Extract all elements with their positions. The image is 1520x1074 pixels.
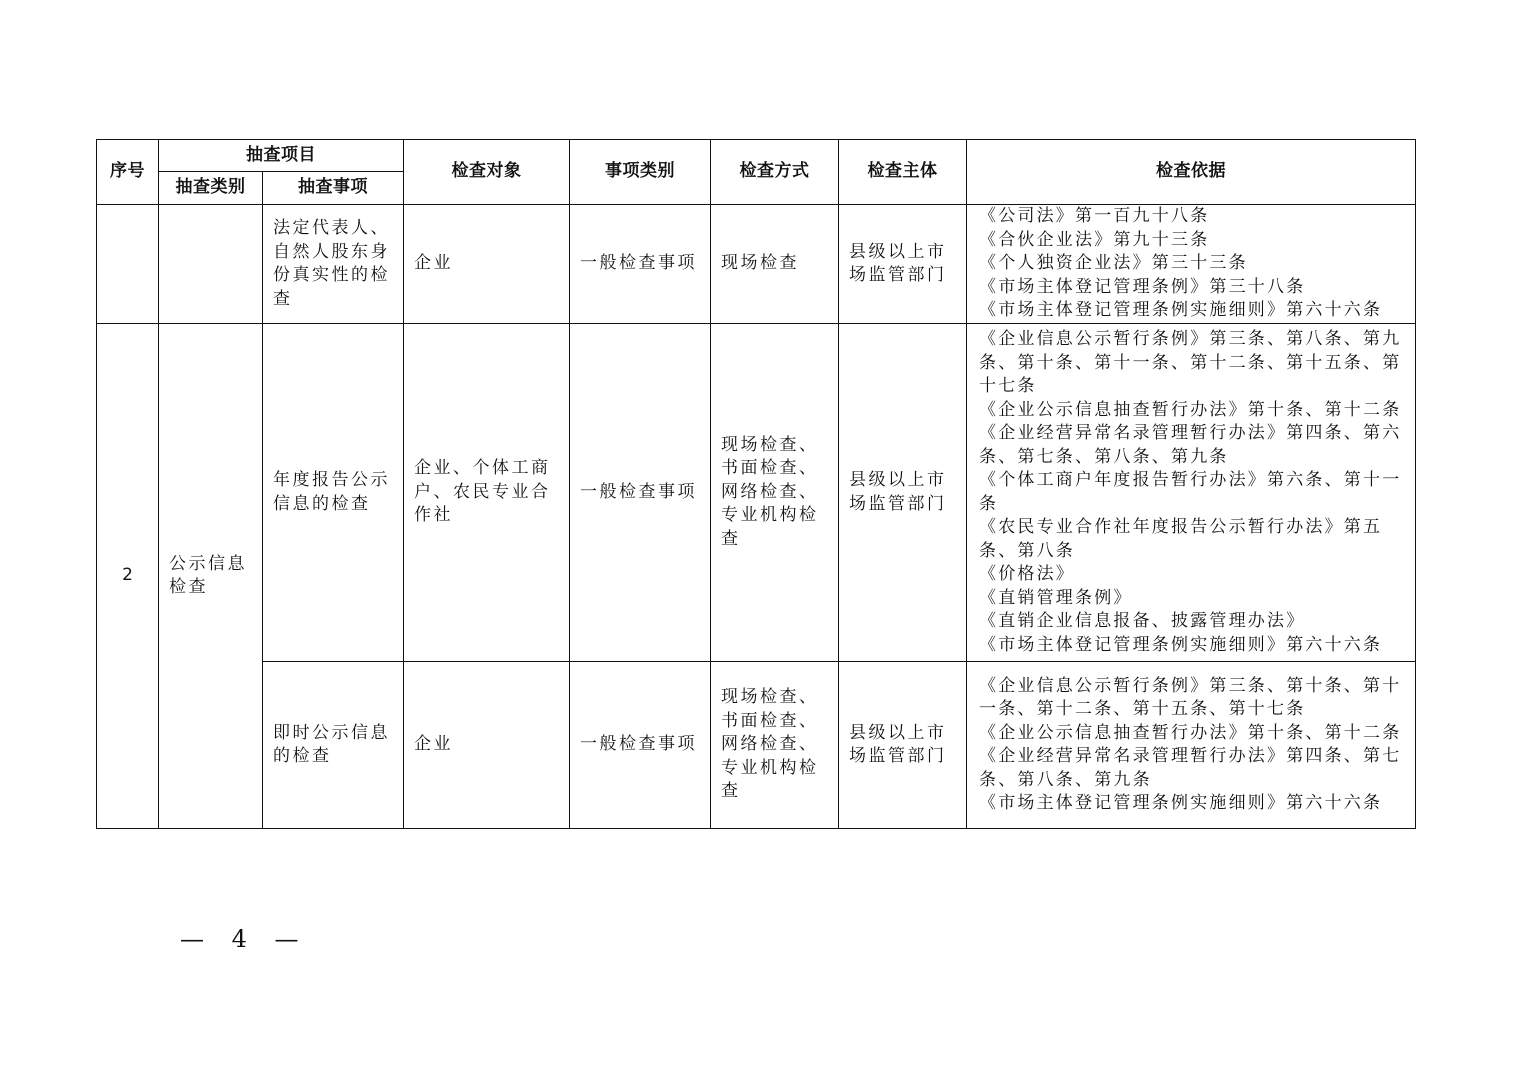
matter-cell: 年度报告公示信息的检查 — [263, 324, 404, 662]
header-seq: 序号 — [97, 140, 159, 205]
target-cell: 企业 — [404, 205, 570, 324]
method-cell: 现场检查、书面检查、网络检查、专业机构检查 — [711, 662, 839, 829]
header-target: 检查对象 — [404, 140, 570, 205]
basis-line: 《企业经营异常名录管理暂行办法》第四条、第七条、第八条、第九条 — [979, 746, 1402, 790]
page-number: — 4 — — [180, 925, 309, 953]
basis-line: 《企业公示信息抽查暂行办法》第十条、第十二条 — [979, 722, 1402, 743]
header-matter-type: 事项类别 — [570, 140, 711, 205]
basis-line: 《企业信息公示暂行条例》第三条、第八条、第九条、第十条、第十一条、第十二条、第十五条、第十七条 — [979, 329, 1402, 396]
method-cell: 现场检查、书面检查、网络检查、专业机构检查 — [711, 324, 839, 662]
basis-line: 《企业经营异常名录管理暂行办法》第四条、第六条、第七条、第八条、第九条 — [979, 423, 1402, 467]
basis-line: 《市场主体登记管理条例实施细则》第六十六条 — [979, 793, 1383, 813]
basis-line: 《公司法》第一百九十八条 — [979, 206, 1210, 227]
basis-line: 《企业公示信息抽查暂行办法》第十条、第十二条 — [979, 399, 1402, 420]
basis-line: 《企业信息公示暂行条例》第三条、第十条、第十一条、第十二条、第十五条、第十七条 — [979, 675, 1402, 719]
matter-cell: 即时公示信息的检查 — [263, 662, 404, 829]
header-row-1 — [97, 140, 1416, 172]
matter-type-cell: 一般检查事项 — [570, 662, 711, 829]
method-cell: 现场检查 — [711, 205, 839, 324]
basis-line: 《直销企业信息报备、披露管理办法》 — [979, 611, 1306, 631]
basis-line: 《市场主体登记管理条例》第三十八条 — [979, 276, 1306, 297]
basis-line: 《直销管理条例》 — [979, 587, 1133, 608]
header-basis: 检查依据 — [967, 140, 1416, 205]
category-cell — [159, 205, 263, 324]
basis-line: 《个体工商户年度报告暂行办法》第六条、第十一条 — [979, 470, 1402, 514]
category-cell: 公示信息检查 — [159, 324, 263, 829]
basis-line: 《个人独资企业法》第三十三条 — [979, 253, 1248, 274]
header-method: 检查方式 — [711, 140, 839, 205]
basis-line: 《合伙企业法》第九十三条 — [979, 229, 1210, 250]
matter-type-cell: 一般检查事项 — [570, 324, 711, 662]
inspection-table — [96, 139, 1416, 829]
subject-cell: 县级以上市场监管部门 — [839, 662, 967, 829]
seq-cell: 2 — [97, 324, 159, 829]
header-subject: 检查主体 — [839, 140, 967, 205]
basis-line: 《农民专业合作社年度报告公示暂行办法》第五条、第八条 — [979, 517, 1383, 561]
basis-cell — [967, 662, 1416, 829]
target-cell: 企业、个体工商户、农民专业合作社 — [404, 324, 570, 662]
basis-cell — [967, 324, 1416, 662]
seq-cell — [97, 205, 159, 324]
subject-cell: 县级以上市场监管部门 — [839, 324, 967, 662]
header-matter: 抽查事项 — [263, 172, 404, 205]
subject-cell: 县级以上市场监管部门 — [839, 205, 967, 324]
target-cell: 企业 — [404, 662, 570, 829]
basis-line: 《市场主体登记管理条例实施细则》第六十六条 — [979, 300, 1383, 321]
basis-line: 《市场主体登记管理条例实施细则》第六十六条 — [979, 634, 1383, 655]
table-row — [97, 324, 1416, 662]
basis-line: 《价格法》 — [979, 564, 1075, 584]
matter-cell: 法定代表人、自然人股东身份真实性的检查 — [263, 205, 404, 324]
header-category: 抽查类别 — [159, 172, 263, 205]
table-row — [97, 662, 1416, 829]
header-item-group: 抽查项目 — [159, 140, 404, 172]
table-row — [97, 205, 1416, 324]
matter-type-cell: 一般检查事项 — [570, 205, 711, 324]
basis-cell — [967, 205, 1416, 324]
